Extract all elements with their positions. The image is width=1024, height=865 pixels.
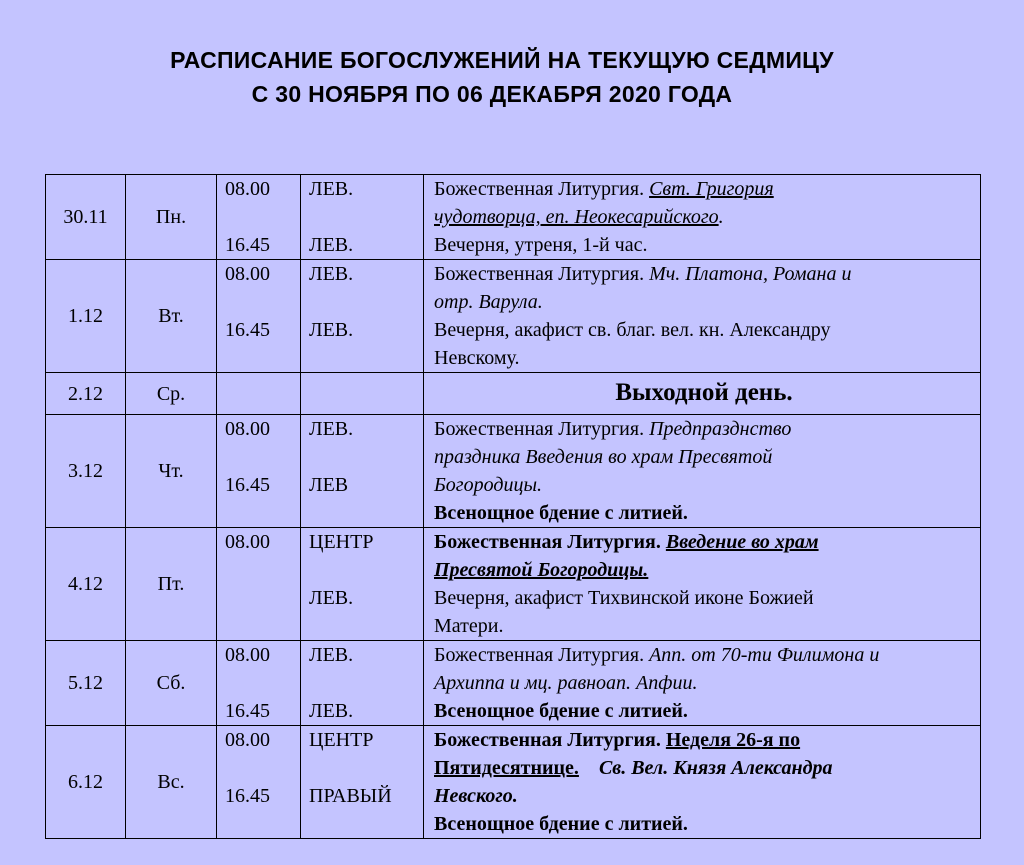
feast-name: Богородицы.	[434, 474, 542, 496]
table-row	[46, 260, 981, 373]
feast-name: отр. Варула.	[434, 291, 543, 313]
feast-name: Свт. Григория	[649, 178, 774, 200]
saint-name: Св. Вел. Князя Александра	[598, 757, 833, 779]
time-cell	[217, 726, 301, 839]
service-name: Божественная Литургия.	[434, 729, 666, 751]
feast-name: Мч. Платона, Романа и	[649, 263, 852, 285]
vigil-service: Всенощное бдение с литией.	[434, 502, 688, 524]
service-name: Вечерня, акафист св. благ. вел. кн. Александру	[434, 319, 831, 341]
place: ЛЕВ.	[309, 644, 354, 666]
time: 08.00	[225, 418, 270, 440]
place-cell	[301, 175, 424, 260]
time-cell	[217, 641, 301, 726]
vigil-service: Всенощное бдение с литией.	[434, 813, 688, 835]
feast-name: праздника Введения во храм Пресвятой	[434, 446, 773, 468]
table-row	[46, 726, 981, 839]
weekday-cell: Вс.	[126, 726, 217, 839]
service-name: Божественная Литургия.	[434, 644, 650, 666]
place: ПРАВЫЙ	[309, 785, 392, 807]
vigil-service: Всенощное бдение с литией.	[434, 700, 688, 722]
page-subtitle: С 30 НОЯБРЯ ПО 06 ДЕКАБРЯ 2020 ГОДА	[251, 81, 733, 107]
date-cell: 2.12	[46, 373, 126, 415]
feast-name: Пресвятой Богородицы.	[434, 559, 649, 581]
page-title: РАСПИСАНИЕ БОГОСЛУЖЕНИЙ НА ТЕКУЩУЮ СЕДМИЦУ	[170, 47, 834, 73]
place-cell	[301, 415, 424, 528]
place-cell	[301, 726, 424, 839]
service-description	[424, 528, 981, 641]
table-row	[46, 641, 981, 726]
weekday-cell: Пн.	[126, 175, 217, 260]
service-name: Матери.	[434, 615, 504, 637]
time-cell	[217, 373, 301, 415]
feast-name: Неделя 26-я по	[665, 729, 801, 751]
feast-name: Введение во храм	[665, 531, 819, 553]
place-cell	[301, 528, 424, 641]
place: ЛЕВ.	[309, 319, 354, 341]
table-row	[46, 415, 981, 528]
feast-name: чудотворца, еп. Неокесарийского	[434, 206, 719, 228]
place-cell	[301, 260, 424, 373]
service-description	[424, 373, 981, 415]
weekday-cell: Вт.	[126, 260, 217, 373]
place: ЦЕНТР	[309, 531, 374, 553]
table-row	[46, 373, 981, 415]
place: ЛЕВ.	[309, 234, 354, 256]
time-cell	[217, 528, 301, 641]
place: ЛЕВ.	[309, 418, 354, 440]
service-name: Божественная Литургия.	[434, 263, 650, 285]
table-row	[46, 175, 981, 260]
service-description	[424, 726, 981, 839]
table-row	[46, 528, 981, 641]
date-cell: 30.11	[46, 175, 126, 260]
place: ЦЕНТР	[309, 729, 374, 751]
time-cell	[217, 415, 301, 528]
time: 16.45	[225, 319, 270, 341]
time: 16.45	[225, 700, 270, 722]
punctuation: .	[718, 206, 724, 228]
time: 16.45	[225, 474, 270, 496]
date-cell: 5.12	[46, 641, 126, 726]
service-name: Божественная Литургия.	[434, 531, 666, 553]
schedule-table	[45, 174, 981, 839]
day-off-label: Выходной день.	[615, 379, 793, 406]
service-name: Вечерня, акафист Тихвинской иконе Божией	[434, 587, 814, 609]
place: ЛЕВ.	[309, 263, 354, 285]
service-description	[424, 175, 981, 260]
place-cell	[301, 373, 424, 415]
time: 16.45	[225, 234, 270, 256]
time: 08.00	[225, 531, 270, 553]
service-name: Божественная Литургия.	[434, 178, 650, 200]
weekday-cell: Сб.	[126, 641, 217, 726]
place: ЛЕВ.	[309, 178, 354, 200]
place: ЛЕВ.	[309, 587, 354, 609]
feast-name: Пятидесятнице.	[434, 757, 579, 779]
time: 08.00	[225, 644, 270, 666]
weekday-cell: Ср.	[126, 373, 217, 415]
saint-name: Невского.	[434, 785, 518, 807]
time: 08.00	[225, 178, 270, 200]
time: 08.00	[225, 729, 270, 751]
feast-name: Предпразднство	[649, 418, 792, 440]
service-description	[424, 260, 981, 373]
date-cell: 4.12	[46, 528, 126, 641]
date-cell: 1.12	[46, 260, 126, 373]
service-description	[424, 415, 981, 528]
place: ЛЕВ	[309, 474, 349, 496]
weekday-cell: Пт.	[126, 528, 217, 641]
feast-name: Апп. от 70-ти Филимона и	[649, 644, 880, 666]
weekday-cell: Чт.	[126, 415, 217, 528]
time-cell	[217, 175, 301, 260]
time: 08.00	[225, 263, 270, 285]
date-cell: 3.12	[46, 415, 126, 528]
place-cell	[301, 641, 424, 726]
date-cell: 6.12	[46, 726, 126, 839]
place: ЛЕВ.	[309, 700, 354, 722]
service-name: Вечерня, утреня, 1-й час.	[434, 234, 648, 256]
time-cell	[217, 260, 301, 373]
time: 16.45	[225, 785, 270, 807]
feast-name: Архиппа и мц. равноап. Апфии.	[434, 672, 698, 694]
service-name: Невскому.	[434, 347, 520, 369]
service-name: Божественная Литургия.	[434, 418, 650, 440]
service-description	[424, 641, 981, 726]
